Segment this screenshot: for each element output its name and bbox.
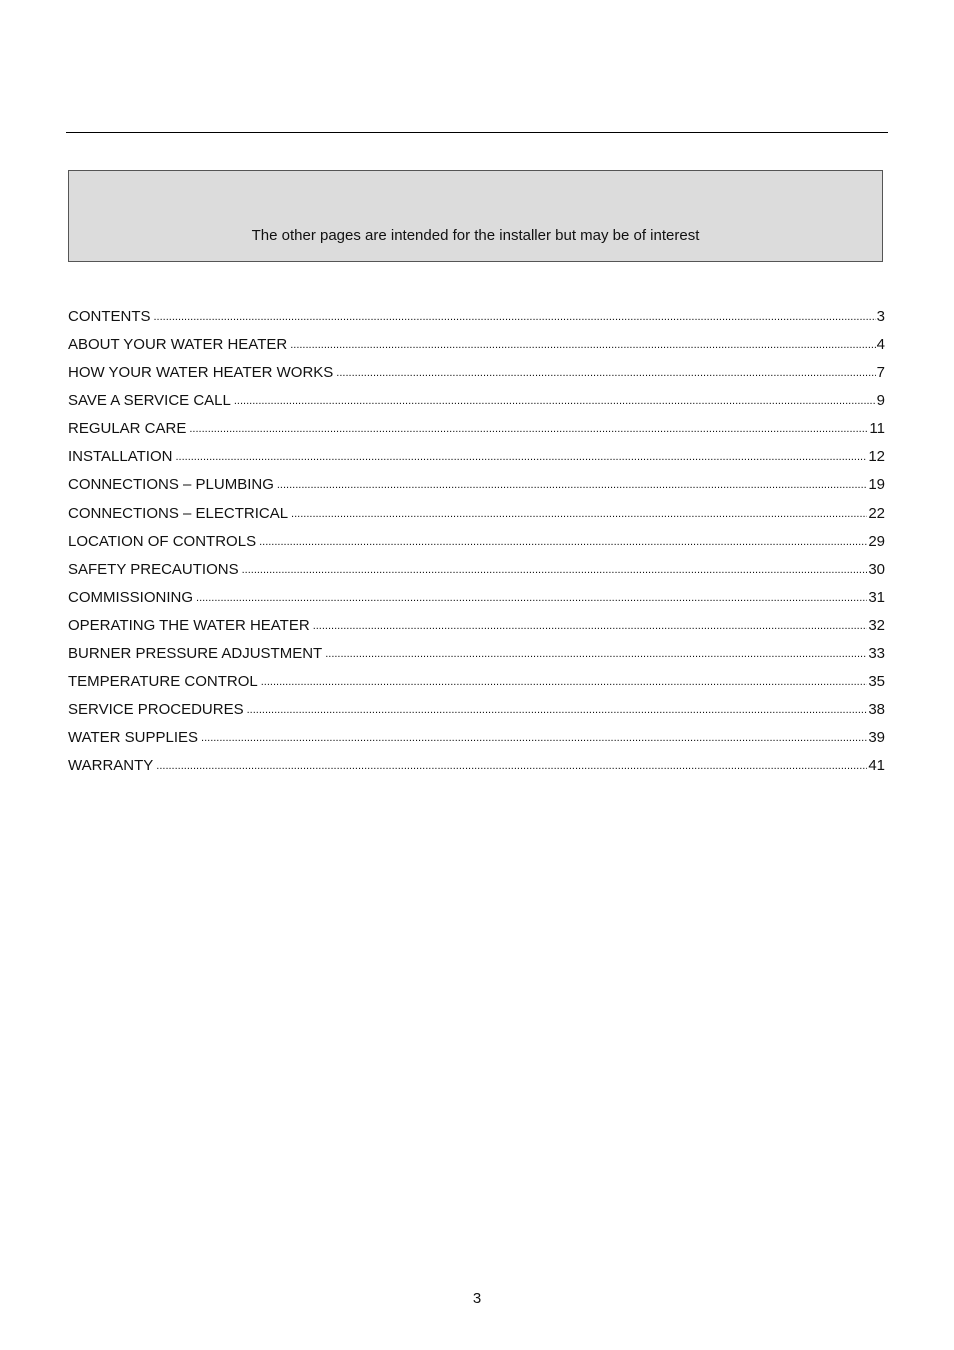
toc-dot-leader [325, 644, 867, 664]
toc-dot-leader [175, 447, 867, 467]
toc-entry-title: COMMISSIONING [68, 588, 194, 606]
toc-entry-title: SERVICE PROCEDURES [68, 700, 244, 718]
toc-entry-installation[interactable] [68, 439, 885, 467]
toc-dot-leader [242, 560, 868, 580]
toc-entry-commissioning[interactable] [68, 580, 885, 608]
toc-entry-page: 12 [868, 448, 885, 466]
toc-dot-leader [201, 728, 867, 748]
toc-entry-title: SAVE A SERVICE CALL [68, 392, 231, 410]
toc-entry-contents[interactable] [68, 299, 885, 327]
toc-entry-title: BURNER PRESSURE ADJUSTMENT [68, 644, 323, 662]
toc-entry-page: 30 [868, 560, 885, 578]
notice-box [68, 170, 883, 262]
toc-dot-leader [234, 391, 876, 411]
toc-entry-title: WARRANTY [68, 757, 154, 775]
toc-dot-leader [291, 504, 867, 524]
toc-entry-burner-pressure-adjustment[interactable] [68, 636, 885, 664]
toc-entry-about-your-water-heater[interactable] [68, 327, 885, 355]
toc-dot-leader [154, 307, 876, 327]
toc-entry-title: CONNECTIONS – ELECTRICAL [68, 504, 289, 522]
toc-dot-leader [313, 616, 868, 636]
toc-entry-location-of-controls[interactable] [68, 524, 885, 552]
toc-entry-page: 9 [876, 392, 885, 410]
toc-entry-page: 38 [868, 700, 885, 718]
toc-dot-leader [277, 475, 867, 495]
toc-entry-title: ABOUT YOUR WATER HEATER [68, 336, 288, 354]
toc-entry-title: TEMPERATURE CONTROL [68, 672, 258, 690]
toc-entry-connections-plumbing[interactable] [68, 467, 885, 495]
toc-entry-title: WATER SUPPLIES [68, 729, 199, 746]
toc-entry-page: 31 [868, 588, 885, 606]
toc-entry-page: 4 [876, 336, 885, 354]
toc-entry-title: HOW YOUR WATER HEATER WORKS [68, 364, 334, 382]
toc-entry-page: 39 [868, 729, 885, 746]
toc-entry-regular-care[interactable] [68, 411, 885, 439]
toc-dot-leader [259, 532, 867, 552]
toc-entry-page: 41 [868, 757, 885, 775]
toc-dot-leader [196, 588, 867, 608]
toc-entry-operating-the-water-heater[interactable] [68, 608, 885, 636]
toc-dot-leader [156, 756, 867, 776]
toc-entry-title: LOCATION OF CONTROLS [68, 532, 257, 550]
toc-dot-leader [336, 363, 875, 383]
toc-entry-page: 3 [876, 308, 885, 326]
toc-dot-leader [261, 672, 868, 692]
toc-entry-water-supplies[interactable] [68, 720, 885, 748]
toc-entry-page: 29 [868, 532, 885, 550]
toc-entry-page: 33 [868, 644, 885, 662]
toc-entry-title: CONNECTIONS – PLUMBING [68, 476, 274, 494]
toc-entry-how-your-water-heater-works[interactable] [68, 355, 885, 383]
header-rule [66, 132, 888, 133]
toc-dot-leader [247, 700, 868, 720]
toc-entry-title: REGULAR CARE [68, 420, 187, 438]
toc-entry-page: 11 [869, 420, 885, 438]
toc-entry-warranty[interactable] [68, 748, 885, 776]
toc-entry-page: 19 [868, 476, 885, 494]
toc-entry-temperature-control[interactable] [68, 664, 885, 692]
toc-dot-leader [290, 335, 875, 355]
toc-entry-page: 7 [876, 364, 885, 382]
toc-entry-title: CONTENTS [68, 308, 151, 326]
toc-entry-title: SAFETY PRECAUTIONS [68, 560, 239, 578]
toc-entry-connections-electrical[interactable] [68, 495, 885, 523]
toc-entry-safety-precautions[interactable] [68, 552, 885, 580]
notice-text: The other pages are intended for the installer but may be of interest [251, 227, 700, 244]
page-number: 3 [472, 1290, 482, 1307]
toc-entry-save-a-service-call[interactable] [68, 383, 885, 411]
toc-dot-leader [189, 419, 868, 439]
toc-entry-title: OPERATING THE WATER HEATER [68, 616, 310, 634]
toc-entry-page: 32 [868, 616, 885, 634]
toc-entry-title: INSTALLATION [68, 448, 173, 466]
toc-entry-page: 35 [868, 672, 885, 690]
table-of-contents [68, 299, 885, 776]
toc-entry-service-procedures[interactable] [68, 692, 885, 720]
toc-entry-page: 22 [868, 504, 885, 522]
